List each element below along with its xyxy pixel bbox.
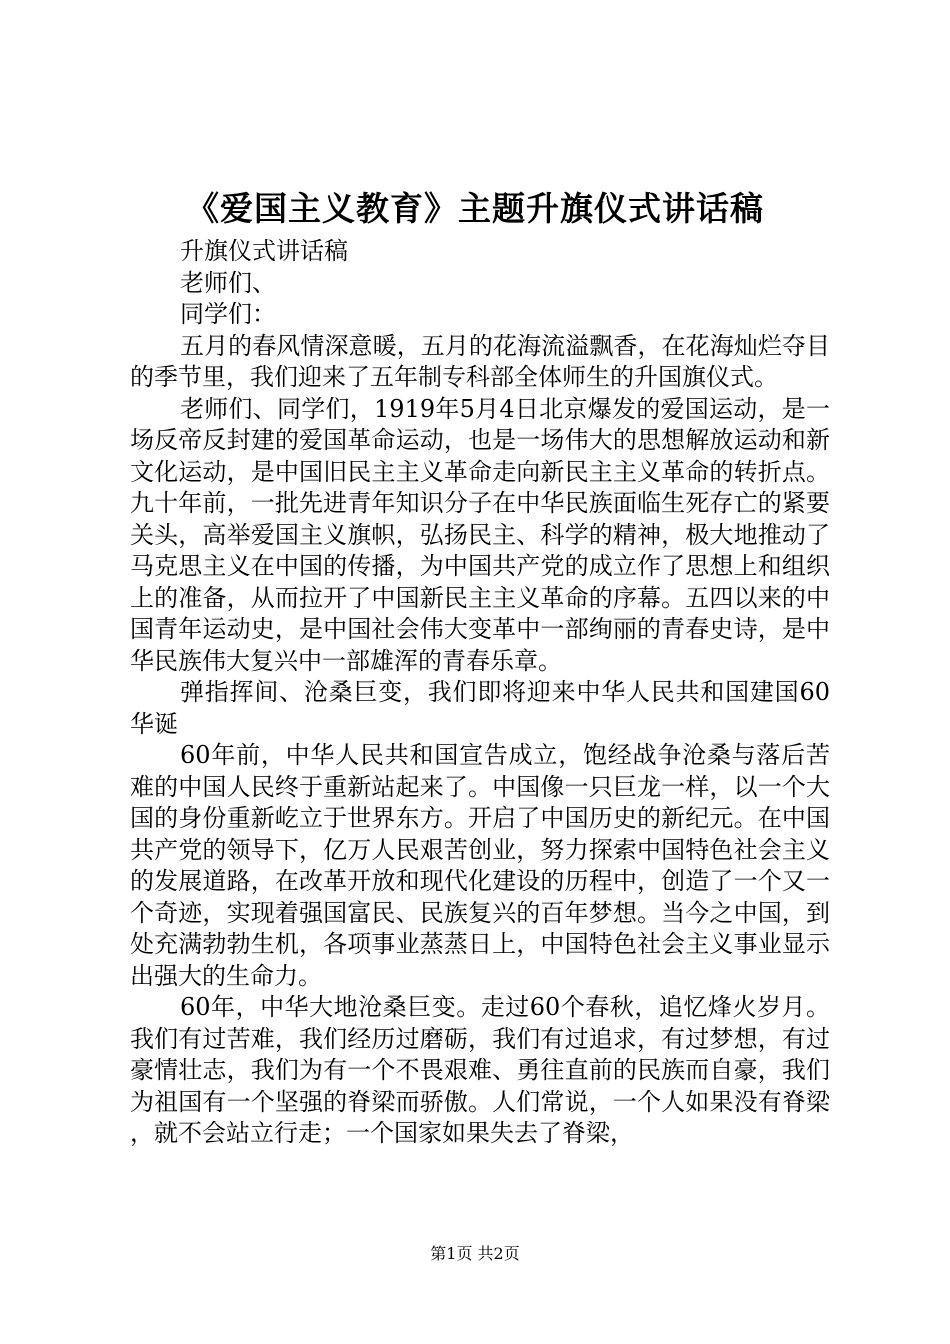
document-title: 《爱国主义教育》主题升旗仪式讲话稿 [186,189,764,228]
paragraph-2: 老师们、同学们，1919年5月4日北京爆发的爱国运动，是一场反帝反封建的爱国革命运动，也是一场伟大的思想解放运动和新文化运动，是中国旧民主主义革命走向新民主主义革命的转折点。九十年前，一批先进青年知识分子在中华民族面临生死存亡的紧要关头，高举爱国主义旗帜，弘扬民主、科学的精神，极大地推动了马克思主义在中国的传播，为中国共产党的成立作了思想上和组织上的准备，从而拉开了中国新民主主义革命的序幕。五四以来的中国青年运动史，是中国社会伟大变革中一部绚丽的青春史诗，是中华民族伟大复兴中一部雄浑的青春乐章。 [130,394,830,675]
page-footer: 第1页 共2页 [430,1244,520,1263]
paragraph-4: 60年前，中华人民共和国宣告成立，饱经战争沧桑与落后苦难的中国人民终于重新站起来了。中国像一只巨龙一样，以一个大国的身份重新屹立于世界东方。开启了中国历史的新纪元。在中国共产党的领导下，亿万人民艰苦创业，努力探索中国特色社会主义的发展道路，在改革开放和现代化建设的历程中，创造了一个又一个奇迹，实现着强国富民、民族复兴的百年梦想。当今之中国，到处充满勃勃生机，各项事业蒸蒸日上，中国特色社会主义事业显示出强大的生命力。 [130,741,830,990]
paragraph-3: 弹指挥间、沧桑巨变，我们即将迎来中华人民共和国建国60华诞 [130,678,830,738]
salutation-students: 同学们： [180,300,276,328]
paragraph-5: 60年，中华大地沧桑巨变。走过60个春秋，追忆烽火岁月。我们有过苦难，我们经历过磨砺，我们有过追求，有过梦想，有过豪情壮志，我们为有一个不畏艰难、勇往直前的民族而自豪，我们为祖国有一个坚强的脊梁而骄傲。人们常说，一个人如果没有脊梁，就不会站立行走；一个国家如果失去了脊梁， [130,993,830,1147]
paragraph-1: 五月的春风情深意暖，五月的花海流溢飘香，在花海灿烂夺目的季节里，我们迎来了五年制专科部全体师生的升国旗仪式。 [130,331,830,391]
document-body [130,236,830,1150]
speech-heading-line: 升旗仪式讲话稿 [180,237,348,265]
salutation-teachers: 老师们、 [180,268,276,297]
